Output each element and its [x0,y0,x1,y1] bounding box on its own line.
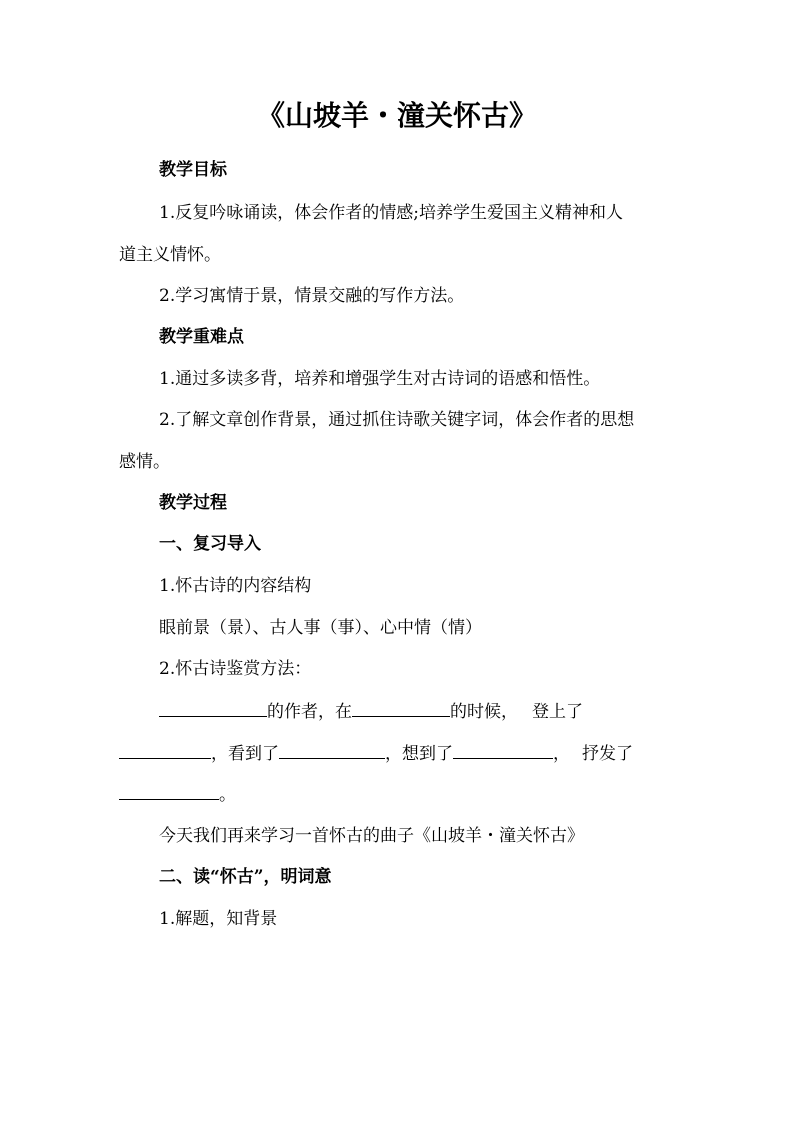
fill-blank [119,740,211,759]
fill-text: ，想到了 [385,744,453,764]
fill-in-line-1 [159,698,679,724]
fill-text: ，看到了 [211,744,279,764]
process-item-2: 2.怀古诗鉴赏方法： [159,659,312,679]
goal-1-line-2: 道主义情怀。 [119,245,221,265]
fill-blank [119,781,219,800]
fill-in-line-3 [119,781,679,807]
fill-text: 的时候， [450,702,518,722]
key-point-2-line-2: 感情。 [119,452,170,472]
heading-part-2: 二、读“怀古”，明词意 [159,867,332,887]
heading-teaching-process: 教学过程 [159,493,227,513]
key-point-1: 1.通过多读多背，培养和增强学生对古诗词的语感和悟性。 [159,369,601,389]
fill-blank [352,698,450,717]
goal-2: 2.学习寓情于景，情景交融的写作方法。 [159,286,465,306]
process-item-1: 1.怀古诗的内容结构 [159,576,312,596]
fill-in-line-2 [119,740,679,766]
fill-blank [279,740,385,759]
fill-text: 。 [219,785,236,805]
fill-blank [453,740,553,759]
fill-text: ， [553,744,570,764]
goal-1-line-1: 1.反复吟咏诵读，体会作者的情感;培养学生爱国主义精神和人 [159,203,623,223]
intro-paragraph: 今天我们再来学习一首怀古的曲子《山坡羊・潼关怀古》 [159,826,584,846]
page-title: 《山坡羊・潼关怀古》 [256,99,537,132]
process-item-1-detail: 眼前景（景）、古人事（事）、心中情（情） [159,618,482,638]
fill-text: 抒发了 [582,744,633,764]
heading-part-1: 一、复习导入 [159,534,261,554]
fill-blank [159,698,267,717]
part-2-item-1: 1.解题，知背景 [159,909,278,929]
heading-key-points: 教学重难点 [159,327,244,347]
fill-text: 登上了 [532,702,583,722]
fill-text: 的作者，在 [267,702,352,722]
key-point-2-line-1: 2.了解文章创作背景，通过抓住诗歌关键字词，体会作者的思想 [159,410,635,430]
heading-teaching-goals: 教学目标 [159,160,227,180]
